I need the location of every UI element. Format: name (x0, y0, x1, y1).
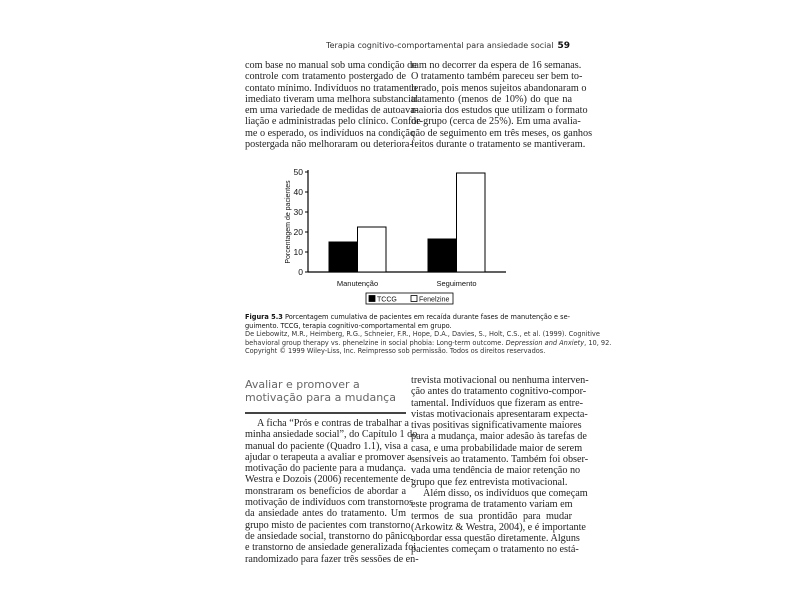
legend-label: TCCG (377, 296, 397, 304)
text-line: me o esperado, os indivíduos na condição (245, 127, 416, 139)
legend-label: Fenelzine (419, 296, 450, 304)
bar-fenelzine-0 (358, 227, 387, 272)
text-line: liação e administradas pelo clínico. Confor- (245, 116, 424, 128)
caption-line: Porcentagem cumulativa de pacientes em recaída durante fases de manutenção e se- (282, 313, 571, 321)
caption-line: guimento. TCCG, terapia cognitivo-comportamental em grupo. (245, 321, 452, 330)
text-line: lerado, pois menos sujeitos abandonaram o (411, 82, 587, 94)
heading-line: motivação para a mudança (245, 391, 396, 404)
text-line: com base no manual sob uma condição de (245, 60, 417, 71)
text-line: maioria dos estudos que utilizam o formato (411, 105, 588, 117)
text-line: pacientes começam o tratamento no está- (411, 544, 579, 556)
citation-text: behavioral group therapy vs. phenelzine in social phobia: Long-term outcome. (245, 338, 506, 347)
page-number: 59 (557, 41, 570, 51)
legend-swatch (411, 296, 417, 302)
figure-label: Figura 5.3 (245, 313, 283, 321)
text-line: vada uma tendência de maior retenção no (411, 465, 581, 477)
y-tick-label: 10 (293, 247, 303, 257)
text-line: em uma variedade de medidas de autoava- (245, 105, 419, 117)
heading-rule (245, 412, 406, 414)
text-line: da ansiedade antes do tratamento. Um (245, 508, 406, 520)
text-line: postergada não melhoraram ou deteriora- (245, 139, 413, 151)
bottom-right-column (411, 375, 589, 556)
journal-name: Depression and Anxiety (505, 338, 585, 347)
text-line: contato mínimo. Indivíduos no tratamento (245, 82, 417, 94)
text-line: grupo que fez entrevista motivacional. (411, 476, 568, 488)
copyright-line: Copyright © 1999 Wiley-Liss, Inc. Reimpresso sob permissão. Todos os direitos reservados. (245, 347, 546, 356)
text-line: tratamento (menos de 10%) do que na (411, 93, 572, 105)
y-axis-label: Porcentagem de pacientes (285, 180, 292, 264)
y-tick-label: 50 (293, 167, 303, 177)
text-line: termos de sua prontidão para mudar (411, 510, 572, 522)
text-line: de ansiedade social, transtorno do pânico (245, 530, 413, 542)
text-line: manual do paciente (Quadro 1.1), visa a (245, 440, 408, 452)
text-line: feitos durante o tratamento se mantiveram. (411, 139, 586, 151)
figure-caption (245, 313, 612, 356)
text-line: este programa de tratamento variam em (411, 499, 573, 511)
text-line: motivação do paciente para a mudança. (245, 463, 406, 475)
text-line: vistas motivacionais apresentaram expecta- (411, 408, 588, 420)
text-line: Além disso, os indivíduos que começam (423, 487, 588, 499)
section-heading (245, 378, 405, 404)
y-tick-label: 40 (293, 187, 303, 197)
citation-volume: , 10, 92. (584, 338, 612, 347)
text-line: de grupo (cerca de 25%). Em uma avalia- (411, 116, 581, 128)
text-line: A ficha “Prós e contras de trabalhar a (257, 418, 409, 429)
text-line: imediato tiveram uma melhora substancial (245, 93, 419, 105)
text-line: trevista motivacional ou nenhuma interven- (411, 375, 589, 386)
text-line: monstraram os benefícios de abordar a (245, 485, 406, 497)
text-line: ção de seguimento em três meses, os ganhos (411, 127, 593, 139)
legend-swatch (369, 296, 375, 302)
bottom-left-column (245, 418, 419, 565)
text-line: ram no decorrer da espera de 16 semanas. (411, 60, 582, 71)
citation-line: De Liebowitz, M.R., Heimberg, R.G., Schneier, F.R., Hope, D.A., Davies, S., Holt, C.S., et al. (1999). Cognitive (245, 330, 600, 339)
text-line: grupo misto de pacientes com transtorno (245, 519, 411, 531)
text-line: minha ansiedade social”, do Capítulo 1 do (245, 429, 418, 441)
bar-fenelzine-1 (457, 173, 486, 272)
text-line: sensíveis ao tratamento. Também foi obser- (411, 454, 589, 466)
text-line: tamental. Indivíduos que fizeram as entre- (411, 397, 583, 409)
text-line: ajudar o terapeuta a avaliar e promover a (245, 451, 412, 463)
text-line: motivação de indivíduos com transtornos (245, 497, 414, 509)
text-line: ção antes do tratamento cognitivo-compor- (411, 386, 587, 398)
running-title: Terapia cognitivo-comportamental para ansiedade social (326, 41, 554, 50)
text-line: tivas positivas significativamente maiores (411, 420, 582, 432)
y-tick-label: 20 (293, 227, 303, 237)
text-line: e transtorno de ansiedade generalizada foi (245, 542, 417, 554)
y-tick-label: 30 (293, 207, 303, 217)
x-category-label: Manutenção (336, 279, 379, 288)
bar-tccg-1 (428, 239, 457, 272)
bar-tccg-0 (329, 242, 358, 272)
text-line: randomizado para fazer três sessões de en- (245, 553, 419, 565)
text-line: (Arkowitz & Westra, 2004), e é importante (411, 521, 586, 533)
y-tick-label: 0 (298, 267, 303, 277)
text-line: abordar essa questão diretamente. Alguns (411, 533, 580, 545)
text-line: Westra e Dozois (2006) recentemente de- (245, 474, 414, 486)
text-line: casa, e uma probabilidade maior de serem (411, 442, 583, 454)
text-line: O tratamento também pareceu ser bem to- (411, 71, 583, 83)
text-line: controle com tratamento postergado de (245, 71, 406, 83)
x-category-label: Seguimento (436, 279, 477, 288)
heading-line: Avaliar e promover a (245, 378, 360, 391)
text-line: para a mudança, maior adesão às tarefas de (411, 431, 587, 443)
